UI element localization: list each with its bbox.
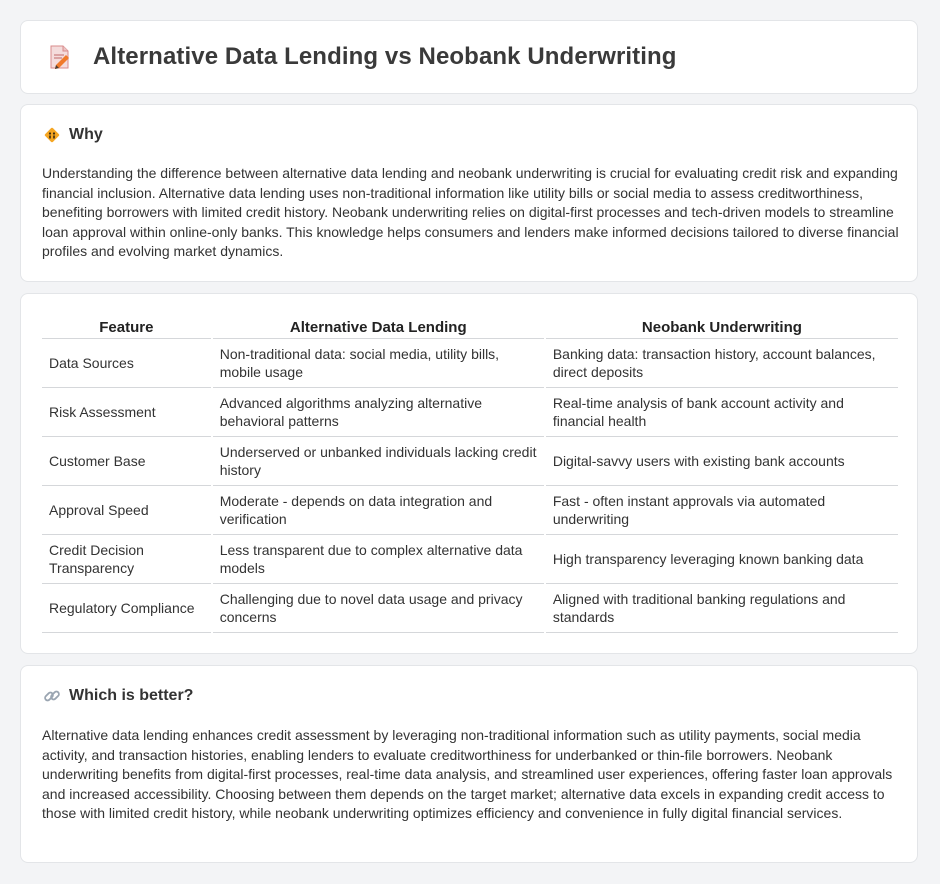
document-pencil-icon — [47, 44, 73, 70]
header-alternative-data-lending: Alternative Data Lending — [212, 317, 545, 339]
row-feature: Data Sources — [42, 339, 212, 388]
row-feature: Credit Decision Transparency — [42, 535, 212, 584]
page-title: Alternative Data Lending vs Neobank Underwriting — [93, 43, 677, 70]
row-feature: Risk Assessment — [42, 388, 212, 437]
row-neobank: Aligned with traditional banking regulations and standards — [545, 584, 898, 633]
row-alternative: Challenging due to novel data usage and privacy concerns — [212, 584, 545, 633]
table-header-row — [42, 317, 898, 339]
which-is-better-paragraph: Alternative data lending enhances credit assessment by leveraging non-traditional information such as utility payments, social media activity, and transaction histories, enabling lenders to evaluate creditworthiness for underbanked or thin-file borrowers. Neobank underwriting benefits from digital-first processes, real-time data analysis, and streamlined user experiences, offering faster loan approvals and increased accessibility. Choosing between them depends on the target market; alternative data excels in expanding credit access to those with limited credit history, while neobank underwriting optimizes efficiency and convenience in fully digital financial services. — [42, 727, 893, 821]
header-feature: Feature — [42, 317, 212, 339]
why-section — [20, 104, 918, 282]
comparison-table — [42, 317, 898, 633]
header-card — [20, 20, 918, 94]
warning-sign-icon — [43, 126, 61, 144]
which-is-better-section — [20, 665, 918, 863]
table-row — [42, 388, 898, 437]
row-feature: Customer Base — [42, 437, 212, 486]
row-feature: Approval Speed — [42, 486, 212, 535]
table-row — [42, 535, 898, 584]
row-neobank: High transparency leveraging known banking data — [545, 535, 898, 584]
row-neobank: Fast - often instant approvals via automated underwriting — [545, 486, 898, 535]
link-icon — [43, 687, 61, 705]
table-row — [42, 437, 898, 486]
row-neobank: Real-time analysis of bank account activity and financial health — [545, 388, 898, 437]
header-neobank-underwriting: Neobank Underwriting — [545, 317, 898, 339]
row-feature: Regulatory Compliance — [42, 584, 212, 633]
row-alternative: Less transparent due to complex alternative data models — [212, 535, 545, 584]
which-is-better-heading: Which is better? — [69, 687, 194, 704]
row-alternative: Moderate - depends on data integration and verification — [212, 486, 545, 535]
why-paragraph: Understanding the difference between alternative data lending and neobank underwriting is crucial for evaluating credit risk and expanding financial inclusion. Alternative data lending uses non-traditional information like utility bills or social media to assess creditworthiness, benefiting borrowers with limited credit history. Neobank underwriting relies on digital-first processes and tech-driven models to streamline loan approval within online-only banks. This knowledge helps consumers and lenders make informed decisions tailored to diverse financial profiles and evolving market dynamics. — [42, 165, 899, 259]
row-neobank: Digital-savvy users with existing bank accounts — [545, 437, 898, 486]
row-alternative: Advanced algorithms analyzing alternative behavioral patterns — [212, 388, 545, 437]
table-row — [42, 339, 898, 388]
table-row — [42, 584, 898, 633]
comparison-section — [20, 293, 918, 654]
row-alternative: Underserved or unbanked individuals lacking credit history — [212, 437, 545, 486]
why-heading: Why — [69, 126, 103, 143]
row-neobank: Banking data: transaction history, account balances, direct deposits — [545, 339, 898, 388]
row-alternative: Non-traditional data: social media, utility bills, mobile usage — [212, 339, 545, 388]
table-row — [42, 486, 898, 535]
